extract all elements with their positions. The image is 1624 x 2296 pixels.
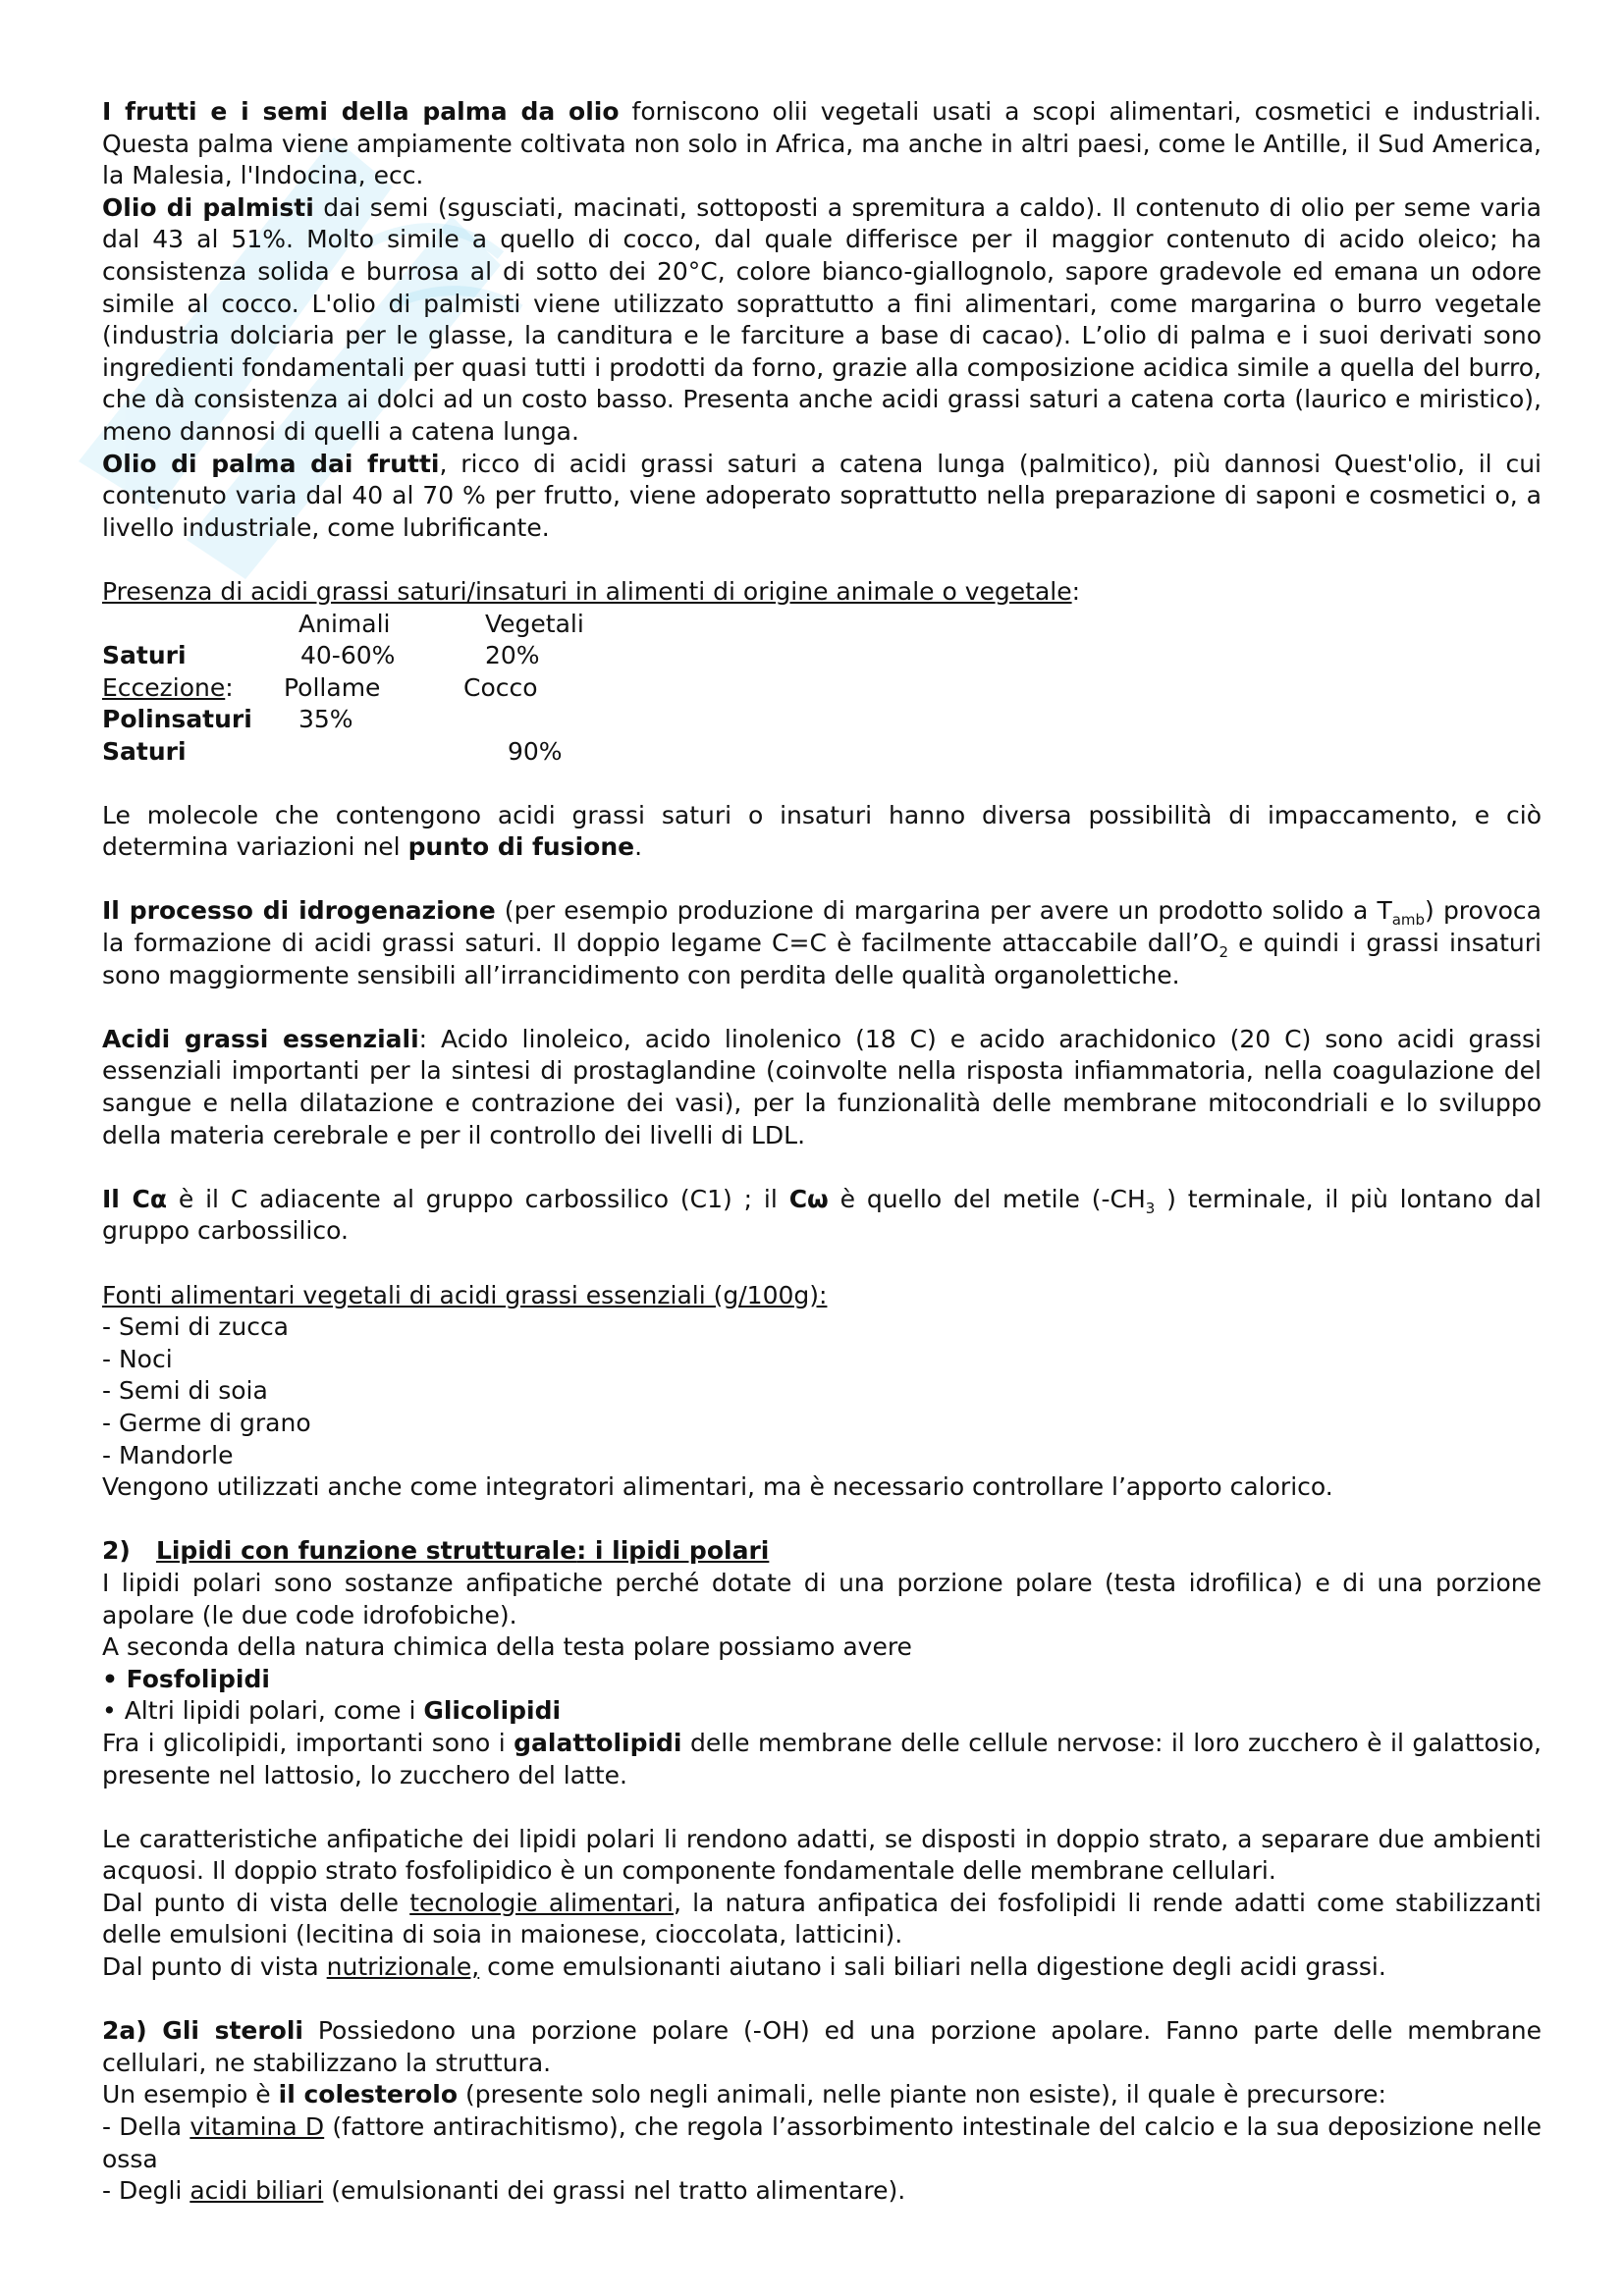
paragraph-text: forniscono olii vegetali usati a scopi alimentari, cosmetici e industriali. Questa palma viene ampiamente coltivata non solo in Africa, ma anche in altri paesi, come le Antille, il Sud America, la Malesia, l'Indocina, ecc. [102,97,1542,190]
list-item: - Semi di soia [102,1376,268,1406]
document-page [102,96,1542,2208]
cell-value: Cocco [463,672,538,702]
bullet-fosfolipidi: • Fosfolipidi [102,1664,270,1693]
paragraph-sterols: 2a) Gli steroli Possiedono una porzione polare (-OH) ed una porzione apolare. Fanno parte delle membrane cellulari, ne stabilizzano la struttura. [102,2016,1543,2077]
column-header-vegetali: Vegetali [485,609,584,638]
cell-value: 90% [508,736,563,766]
paragraph-text: , ricco di acidi grassi saturi a catena lunga (palmitico), più dannosi Quest'olio, il cui contenuto varia dal 40 al 70 % per frutto, viene adoperato soprattutto nella preparazione di saponi e cosmetici o, a livello industriale, come lubrificante. [102,449,1542,542]
bold-term: punto di fusione [407,832,635,862]
paragraph-hydrogenation: Il processo di idrogenazione (per esempio produzione di margarina per avere un prodotto solido a $T_{amb}$) provoca la formazione di acidi grassi saturi. Il doppio legame C=C è facilmente attaccabile $dall’O_2$ e quindi i grassi insaturi sono maggiormente sensibili all’irrancidimento con perdita delle qualità organolettiche. [102,896,1542,989]
paragraph-galattolipidi: Fra i glicolipidi, importanti sono i galattolipidi delle membrane delle cellule nervose: il loro zucchero è il galattosio, presente nel lattosio, lo zucchero del latte. [102,1728,1542,1789]
sources-heading: Fonti alimentari vegetali di acidi grassi essenziali (g/100g): [102,1280,828,1309]
list-item: - Mandorle [102,1440,234,1469]
sources-list [102,1311,1542,1471]
paragraph-polar-lipids: I lipidi polari sono sostanze anfipatiche perché dotate di una porzione polare (testa idrofilica) e di una porzione apolare (le due code idrofobiche). [102,1568,1542,1629]
sources-note: Vengono utilizzati anche come integratori alimentari, ma è necessario controllare l’apporto calorico. [102,1472,1333,1502]
bullet-glicolipidi: • Altri lipidi polari, come i Glicolipidi [102,1696,562,1726]
paragraph-palm-kernel-oil [102,192,1542,449]
paragraph-nutrition: Dal punto di vista nutrizionale, come emulsionanti aiutano i sali biliari nella digestione degli acidi grassi. [102,1952,1386,1982]
row-label-polinsaturi: Polinsaturi [102,705,252,734]
table-heading: Presenza di acidi grassi saturi/insaturi in alimenti di origine animale o vegetale: [102,576,1081,606]
section-heading-polar-lipids: 2) Lipidi con funzione strutturale: i lipidi polari [102,1536,770,1566]
column-header-animali: Animali [298,609,391,638]
paragraph-packing: Le molecole che contengono acidi grassi saturi o insaturi hanno diversa possibilità di impaccamento, e ciò determina variazioni nel punto di fusione. [102,800,1542,862]
bold-term: I frutti e i semi della palma da olio [102,97,620,126]
fatty-acids-table [102,609,1542,736]
list-item: - Noci [102,1344,173,1373]
paragraph-polar-head: A seconda della natura chimica della testa polare possiamo avere [102,1632,912,1662]
list-item: - Semi di zucca [102,1312,290,1342]
bold-term: Il Cα [102,1184,168,1213]
paragraph-bilayer: Le caratteristiche anfipatiche dei lipidi polari li rendono adatti, se disposti in doppio strato, a separare due ambienti acquosi. Il doppio strato fosfolipidico è un componente fondamentale delle membrane cellulari. [102,1824,1542,1886]
cell-value: Pollame [284,672,381,702]
paragraph-palm-fruits [102,96,1542,192]
row-label-saturi: Saturi [102,641,187,670]
bold-term: Olio di palmisti [102,192,314,222]
cell-value: 20% [485,641,540,670]
row-label-saturi: Saturi [102,736,187,766]
list-item-vitamin-d: - Della vitamina D (fattore antirachitismo), che regola l’assorbimento intestinale del calcio e la sua deposizione nelle ossa [102,2112,1542,2173]
row-label-eccezione: Eccezione: [102,672,234,702]
paragraph-food-technology: Dal punto di vista delle tecnologie alimentari, la natura anfipatica dei fosfolipidi li rende adatti come stabilizzanti delle emulsioni (lecitina di soia in maionese, cioccolata, latticini). [102,1888,1542,1949]
paragraph-cholesterol: Un esempio è il colesterolo (presente solo negli animali, nelle piante non esiste), il quale è precursore: [102,2080,1386,2109]
bold-term: Acidi grassi essenziali [102,1024,419,1053]
paragraph-essential-fatty-acids: Acidi grassi essenziali: Acido linoleico, acido linolenico (18 C) e acido arachidonico (20 C) sono acidi grassi essenziali importanti per la sintesi di prostaglandine (coinvolte nella risposta infiammatoria, nella coagulazione del sangue e nella dilatazione e contrazione dei vasi), per la funzionalità delle membrane mitocondriali e lo sviluppo della materia cerebrale e per il controllo dei livelli di LDL. [102,1024,1543,1149]
list-item-bile-acids: - Degli acidi biliari (emulsionanti dei grassi nel tratto alimentare). [102,2176,906,2206]
fatty-acids-table-last-row [102,736,1542,769]
bold-term: Il processo di idrogenazione [102,896,496,926]
paragraph-alpha-omega-carbon: Il Cα è il C adiacente al gruppo carbossilico (C1) ; il Cω è quello del metile ($-CH_3$ ) terminale, il più lontano dal gruppo carbossilico. [102,1184,1542,1246]
paragraph-text: dai semi (sgusciati, macinati, sottoposti a spremitura a caldo). Il contenuto di olio per seme varia dal 43 al 51%. Molto simile a quello di cocco, dal quale differisce per il maggior contenuto di acido oleico; ha consistenza solida e burrosa al di sotto dei 20°C, colore bianco-giallognolo, sapore gradevole ed emana un odore simile al cocco. L'olio di palmisti viene utilizzato soprattutto a fini alimentari, come margarina o burro vegetale (industria dolciaria per le glasse, la canditura e le farciture a base di cacao). L’olio di palma e i suoi derivati sono ingredienti fondamentali per quasi tutti i prodotti da forno, grazie alla composizione acidica simile a quella del burro, che dà consistenza ai dolci ad un costo basso. Presenta anche acidi grassi saturi a catena corta (laurico e miristico), meno dannosi di quelli a catena lunga. [102,192,1542,446]
cell-value: 35% [298,705,353,734]
paragraph-palm-fruit-oil [102,449,1542,545]
cell-value: 40-60% [300,641,396,670]
list-item: - Germe di grano [102,1408,311,1437]
bold-term: Cω [788,1184,829,1213]
bold-term: Olio di palma dai frutti [102,449,440,478]
bold-term: 2a) Gli steroli [102,2016,304,2046]
